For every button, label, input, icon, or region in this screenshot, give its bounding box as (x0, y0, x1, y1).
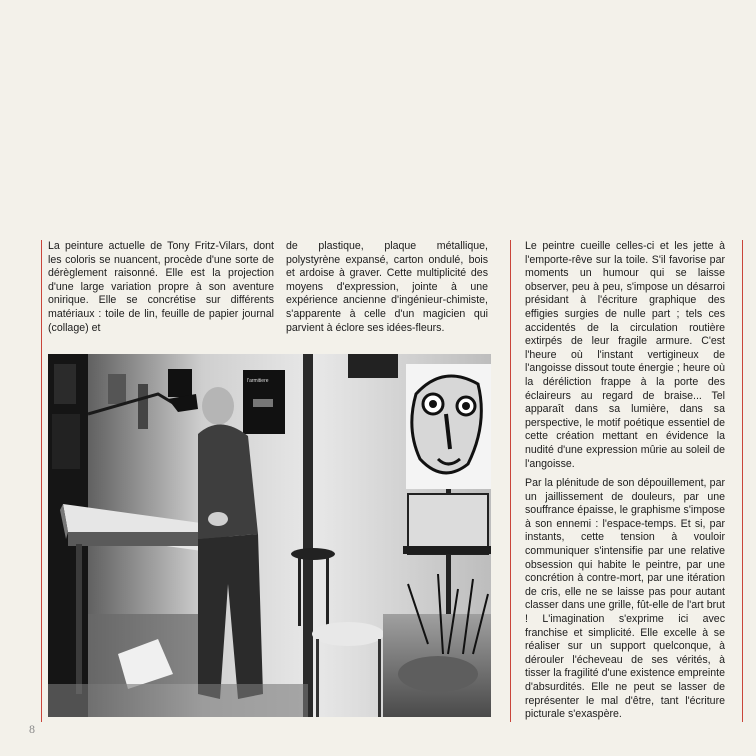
text-column-3 (525, 240, 725, 728)
column-rule-right (742, 240, 743, 722)
paragraph: Le peintre cueille celles-ci et les jette à l'emporte-rêve sur la toile. S'il favorise par moments un humour qui se laisse observer, peu à peu, s'impose un désarroi présidant à l'écriture graphique des effigies surgies de nulle part ; tels ces accidentés de la circulation routière extirpés de leur fragile armure. C'est l'heure où l'instant vertigineux de l'angoisse dissout toute énergie ; heure où la déréliction frappe à la porte des éclaireurs au regard de braise... Tel apparaît dans sa lumière, dans sa perspective, le motif poétique essentiel de cette création mettant en évidence la nudité d'une expression mûrie au soleil de l'angoisse. (525, 240, 725, 470)
text-column-1 (48, 240, 274, 341)
page-number: 8 (29, 722, 35, 736)
text-column-2 (286, 240, 488, 341)
column-rule-middle (510, 240, 511, 722)
paragraph: Par la plénitude de son dépouillement, par un jaillissement de douleurs, par une souffrance épaisse, le graphisme s'impose à son ennemi : l'espace-temps. Et si, par instants, cette tension à vouloir communiquer s'intensifie par une relative obsession qui habite le peintre, par une concrétion à contre-mort, par une itération de cris, elle ne se laisse pas pour autant classer dans une grille, fût-elle de l'art brut ! L'imagination s'exprime ici avec franchise et simplicité. Elle excelle à se réaliser sur un support quelconque, à dérouler l'écheveau de ses vérités, à tisser la fragilité d'une existence empreinte d'absurdités. Elle ne peut se lasser de représenter le mal d'être, tant l'écriture picturale s'exaspère. (525, 477, 725, 721)
paragraph: La peinture actuelle de Tony Fritz-Vilars, dont les coloris se nuancent, procède d'une sorte de dérèglement raisonné. Elle est la projection d'une large variation propre à son aventure onirique. Elle se concrétise sur différents matériaux : toile de lin, feuille de papier journal (collage) et (48, 240, 274, 334)
artist-studio-photo (48, 354, 491, 717)
poster-text: l'armitiere (247, 378, 269, 384)
column-rule-left (41, 240, 42, 722)
paragraph: de plastique, plaque métallique, polystyrène expansé, carton ondulé, bois et ardoise à graver. Cette multiplicité des moyens d'expression, jointe à une expérience ancienne d'ingénieur-chimiste, s'apparente à celle d'un magicien qui parvient à éclore ses idées-fleurs. (286, 240, 488, 334)
